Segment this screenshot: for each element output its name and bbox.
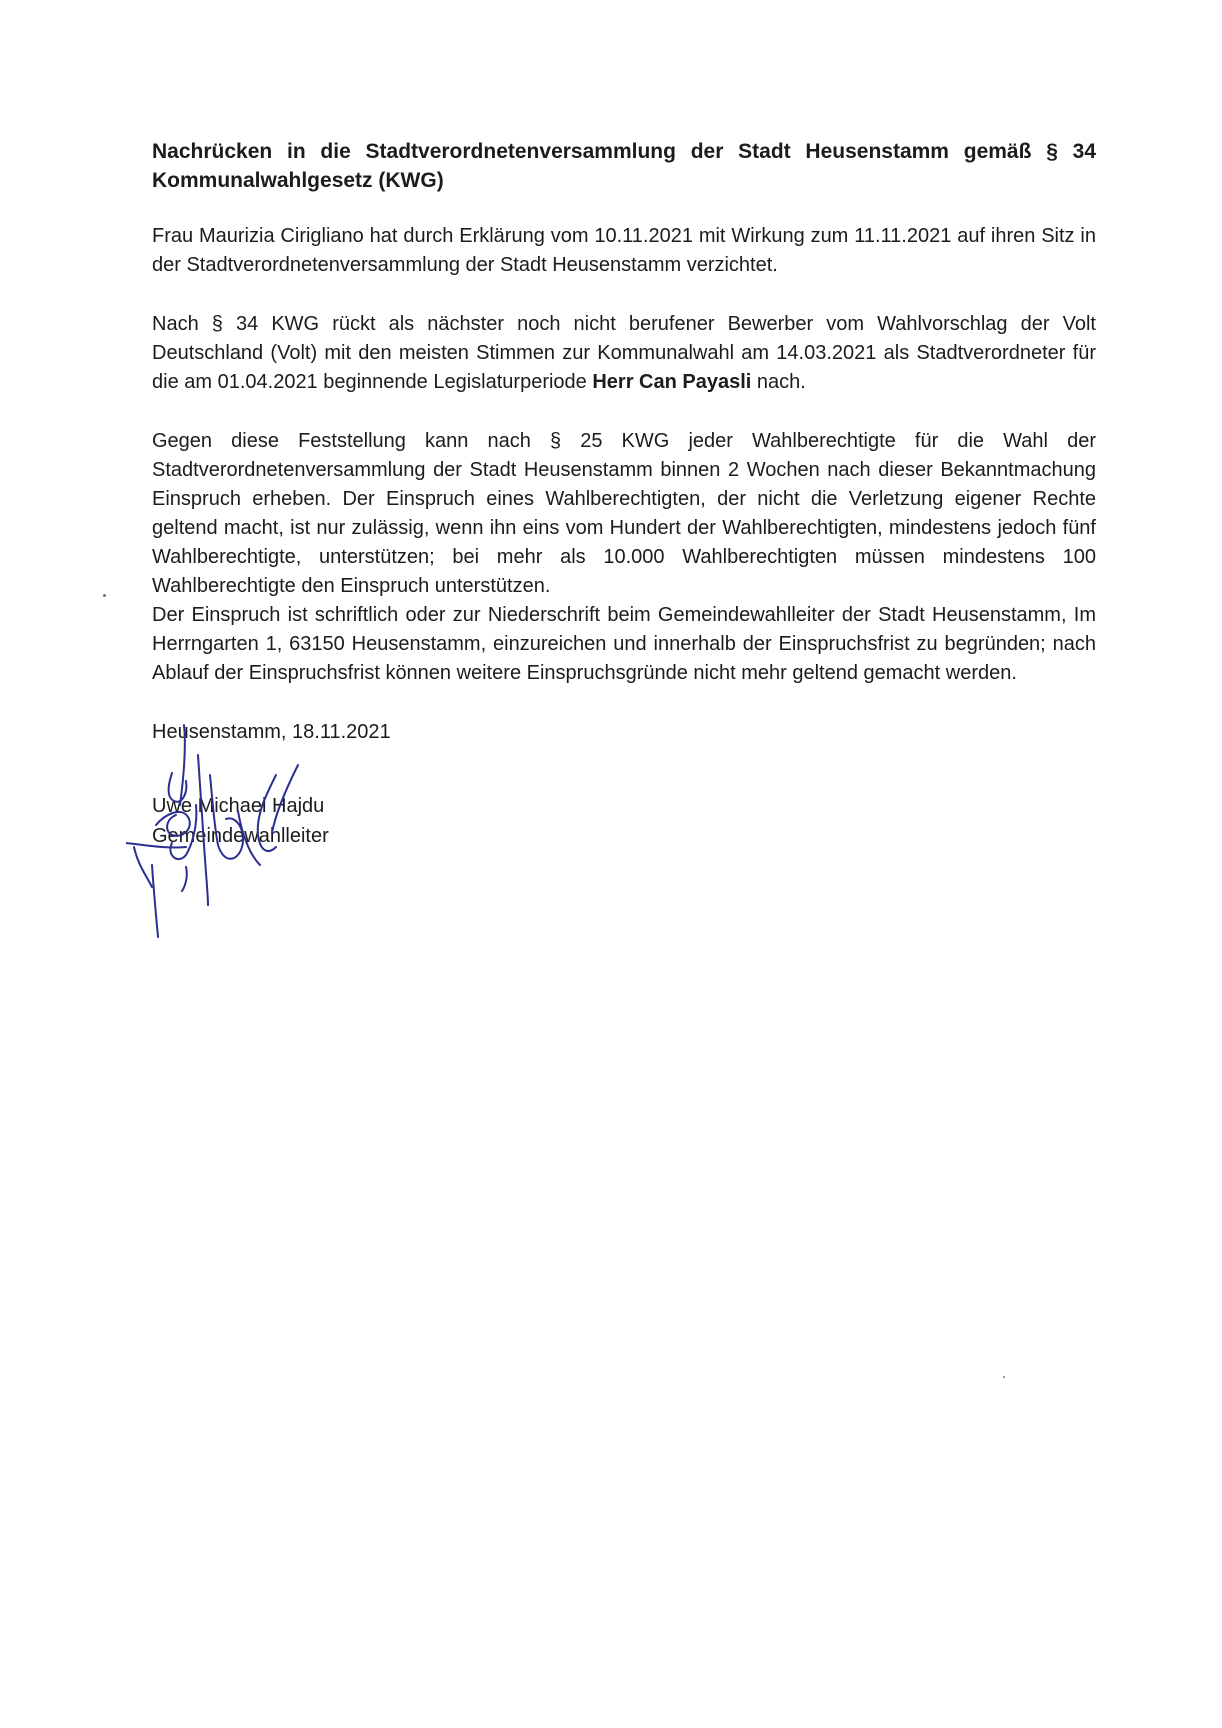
place-and-date: Heusenstamm, 18.11.2021 [152, 721, 391, 743]
signature-block [152, 791, 1096, 911]
paragraph-resignation: Frau Maurizia Cirigliano hat durch Erklärung vom 10.11.2021 mit Wirkung zum 11.11.2021 auf ihren Sitz in der Stadtverordnetenversammlung der Stadt Heusenstamm verzichtet. [152, 225, 1096, 276]
document-title: Nachrücken in die Stadtverordnetenversammlung der Stadt Heusenstamm gemäß § 34 Kommunalwahlgesetz (KWG) [152, 140, 1096, 192]
paragraph-objection-rights: Gegen diese Feststellung kann nach § 25 KWG jeder Wahlberechtigte für die Wahl der Stadtverordnetenversammlung der Stadt Heusenstamm binnen 2 Wochen nach dieser Bekanntmachung Einspruch erheben. Der Einspruch eines Wahlberechtigten, der nicht die Verletzung eigener Rechte geltend macht, ist nur zulässig, wenn ihn eins vom Hundert der Wahlberechtigten, mindestens jedoch fünf Wahlberechtigte, unterstützen; bei mehr als 10.000 Wahlberechtigten müssen mindestens 100 Wahlberechtigte den Einspruch unterstützen. [152, 430, 1096, 597]
paragraph-successor [152, 310, 1096, 397]
paragraph-objection-procedure: Der Einspruch ist schriftlich oder zur Niederschrift beim Gemeindewahlleiter der Stadt Heusenstamm, Im Herrngarten 1, 63150 Heusenstamm, einzureichen und innerhalb der Einspruchsfrist zu begründen; nach Ablauf der Einspruchsfrist können weitere Einspruchsgründe nicht mehr geltend gemacht werden. [152, 604, 1096, 684]
successor-text-after: nach. [751, 371, 806, 393]
document-content [152, 137, 1096, 911]
scan-speck [103, 594, 106, 597]
successor-text-before: Nach § 34 KWG rückt als nächster noch nicht berufener Bewerber vom Wahlvorschlag der Volt Deutschland (Volt) mit den meisten Stimmen zur Kommunalwahl am 14.03.2021 als Stadtverordneter für die am 01.04.2021 beginnende Legislaturperiode [152, 313, 1096, 393]
successor-name: Herr Can Payasli [592, 371, 752, 393]
signer-role: Gemeindewahlleiter [152, 825, 329, 847]
signer-name: Uwe Michael Hajdu [152, 795, 325, 817]
scan-speck [1003, 1376, 1005, 1378]
